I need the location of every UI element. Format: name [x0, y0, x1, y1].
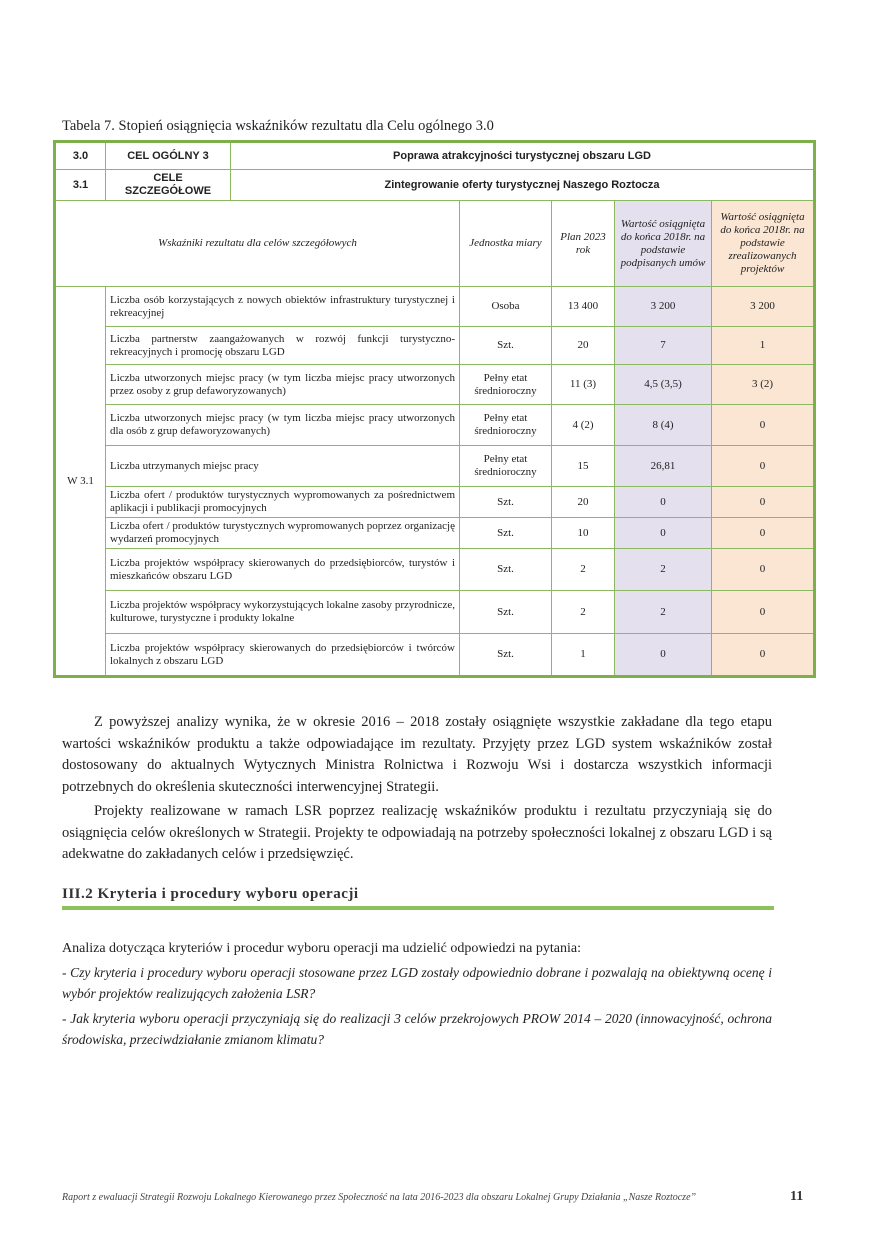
unit-cell: Osoba — [460, 287, 552, 327]
plan-cell: 15 — [552, 446, 615, 487]
indicator-cell: Liczba utrzymanych miejsc pracy — [106, 446, 460, 487]
results-table — [53, 140, 816, 678]
question-2: - Jak kryteria wyboru operacji przyczyniają się do realizacji 3 celów przekrojowych PROW 2014 – 2020 (innowacyjność, ochrona środowiska, przeciwdziałanie zmianom klimatu? — [62, 1011, 772, 1047]
goal-title: Poprawa atrakcyjności turystycznej obszaru LGD — [231, 142, 815, 170]
analysis-text — [62, 712, 772, 866]
paragraph-1: Z powyższej analizy wynika, że w okresie 2016 – 2018 zostały osiągnięte wszystkie zakładane dla tego etapu wartości wskaźników produktu a także odpowiadające im rezultaty. Przyjęty przez LGD system wskaźników został dostosowany do aktualnych Wytycznych Ministra Rolnictwa i Rozwoju Wsi i dostarcza wszystkich informacji potrzebnych do określenia skuteczności interwencyjnej Strategii. — [62, 714, 772, 795]
table-row — [55, 405, 815, 446]
header-unit: Jednostka miary — [460, 201, 552, 287]
header-indicators: Wskaźniki rezultatu dla celów szczegółowych — [55, 201, 460, 287]
header-plan: Plan 2023 rok — [552, 201, 615, 287]
indicator-cell: Liczba utworzonych miejsc pracy (w tym liczba miejsc pracy utworzonych przez osoby z grup defaworyzowanych) — [106, 365, 460, 405]
indicator-cell: Liczba projektów współpracy wykorzystujących lokalne zasoby przyrodnicze, kulturowe, turystyczne i produkty lokalne — [106, 591, 460, 634]
signed-value-cell: 3 200 — [615, 287, 712, 327]
specific-title: Zintegrowanie oferty turystycznej Naszego Roztocza — [231, 170, 815, 201]
unit-cell: Szt. — [460, 327, 552, 365]
table-row — [55, 487, 815, 518]
table-row — [55, 327, 815, 365]
specific-code: 3.1 — [55, 170, 106, 201]
plan-cell: 13 400 — [552, 287, 615, 327]
group-code: W 3.1 — [55, 287, 106, 677]
indicator-cell: Liczba projektów współpracy skierowanych do przedsiębiorców, turystów i mieszkańców obszaru LGD — [106, 549, 460, 591]
signed-value-cell: 0 — [615, 634, 712, 677]
unit-cell: Szt. — [460, 487, 552, 518]
signed-value-cell: 0 — [615, 518, 712, 549]
plan-cell: 20 — [552, 487, 615, 518]
header-realized: Wartość osiągnięta do końca 2018r. na podstawie zrealizowanych projektów — [712, 201, 815, 287]
page-number: 11 — [790, 1189, 804, 1204]
specific-label: CELE SZCZEGÓŁOWE — [106, 170, 231, 201]
section-underline — [62, 906, 774, 910]
unit-cell: Szt. — [460, 634, 552, 677]
unit-cell: Pełny etat średnioroczny — [460, 405, 552, 446]
plan-cell: 2 — [552, 591, 615, 634]
indicator-cell: Liczba utworzonych miejsc pracy (w tym liczba miejsc pracy utworzonych dla osób z grup defaworyzowanych) — [106, 405, 460, 446]
plan-cell: 20 — [552, 327, 615, 365]
table-row — [55, 287, 815, 327]
realized-value-cell: 1 — [712, 327, 815, 365]
goal-label: CEL OGÓLNY 3 — [106, 142, 231, 170]
header-signed: Wartość osiągnięta do końca 2018r. na podstawie podpisanych umów — [615, 201, 712, 287]
signed-value-cell: 0 — [615, 487, 712, 518]
column-header-row — [55, 201, 815, 287]
section-heading: III.2 Kryteria i procedury wyboru operacji — [62, 886, 359, 902]
unit-cell: Szt. — [460, 591, 552, 634]
indicator-cell: Liczba ofert / produktów turystycznych wypromowanych za pośrednictwem aplikacji i publikacji promocyjnych — [106, 487, 460, 518]
indicator-cell: Liczba osób korzystających z nowych obiektów infrastruktury turystycznej i rekreacyjnej — [106, 287, 460, 327]
signed-value-cell: 2 — [615, 591, 712, 634]
realized-value-cell: 0 — [712, 446, 815, 487]
table-row — [55, 549, 815, 591]
indicator-cell: Liczba partnerstw zaangażowanych w rozwój funkcji turystyczno-rekreacyjnych i promocję obszaru LGD — [106, 327, 460, 365]
unit-cell: Szt. — [460, 549, 552, 591]
paragraph-2: Projekty realizowane w ramach LSR poprzez realizację wskaźników produktu i rezultatu przyczyniają się do osiągnięcia celów określonych w Strategii. Projekty te odpowiadają na potrzeby społeczności lokalnej z obszaru LGD i są adekwatne do zakładanych celów i przedsięwzięć. — [62, 803, 772, 862]
unit-cell: Szt. — [460, 518, 552, 549]
table-row — [55, 365, 815, 405]
signed-value-cell: 26,81 — [615, 446, 712, 487]
signed-value-cell: 2 — [615, 549, 712, 591]
unit-cell: Pełny etat średnioroczny — [460, 365, 552, 405]
indicator-cell: Liczba ofert / produktów turystycznych wypromowanych poprzez organizację wydarzeń promocyjnych — [106, 518, 460, 549]
realized-value-cell: 0 — [712, 591, 815, 634]
realized-value-cell: 3 (2) — [712, 365, 815, 405]
signed-value-cell: 4,5 (3,5) — [615, 365, 712, 405]
question-1: - Czy kryteria i procedury wyboru operacji stosowane przez LGD zostały odpowiednio dobrane i pozwalają na obiektywną ocenę i wybór projektów realizujących założenia LSR? — [62, 965, 772, 1001]
plan-cell: 4 (2) — [552, 405, 615, 446]
unit-cell: Pełny etat średnioroczny — [460, 446, 552, 487]
indicator-cell: Liczba projektów współpracy skierowanych do przedsiębiorców i twórców lokalnych z obszaru LGD — [106, 634, 460, 677]
realized-value-cell: 0 — [712, 518, 815, 549]
goal-code: 3.0 — [55, 142, 106, 170]
realized-value-cell: 3 200 — [712, 287, 815, 327]
plan-cell: 11 (3) — [552, 365, 615, 405]
realized-value-cell: 0 — [712, 487, 815, 518]
realized-value-cell: 0 — [712, 549, 815, 591]
table-row — [55, 518, 815, 549]
realized-value-cell: 0 — [712, 405, 815, 446]
plan-cell: 1 — [552, 634, 615, 677]
plan-cell: 2 — [552, 549, 615, 591]
signed-value-cell: 7 — [615, 327, 712, 365]
table-caption: Tabela 7. Stopień osiągnięcia wskaźników rezultatu dla Celu ogólnego 3.0 — [62, 118, 494, 134]
realized-value-cell: 0 — [712, 634, 815, 677]
footer-text: Raport z ewaluacji Strategii Rozwoju Lokalnego Kierowanego przez Społeczność na lata 2016-2023 dla obszaru Lokalnej Grupy Działania „Nasze Roztocze” — [62, 1192, 697, 1203]
table-row — [55, 634, 815, 677]
questions-intro: Analiza dotycząca kryteriów i procedur wyboru operacji ma udzielić odpowiedzi na pytania: — [62, 941, 581, 956]
table-row — [55, 446, 815, 487]
signed-value-cell: 8 (4) — [615, 405, 712, 446]
plan-cell: 10 — [552, 518, 615, 549]
goal-row — [55, 142, 815, 170]
table-row — [55, 591, 815, 634]
specific-row — [55, 170, 815, 201]
